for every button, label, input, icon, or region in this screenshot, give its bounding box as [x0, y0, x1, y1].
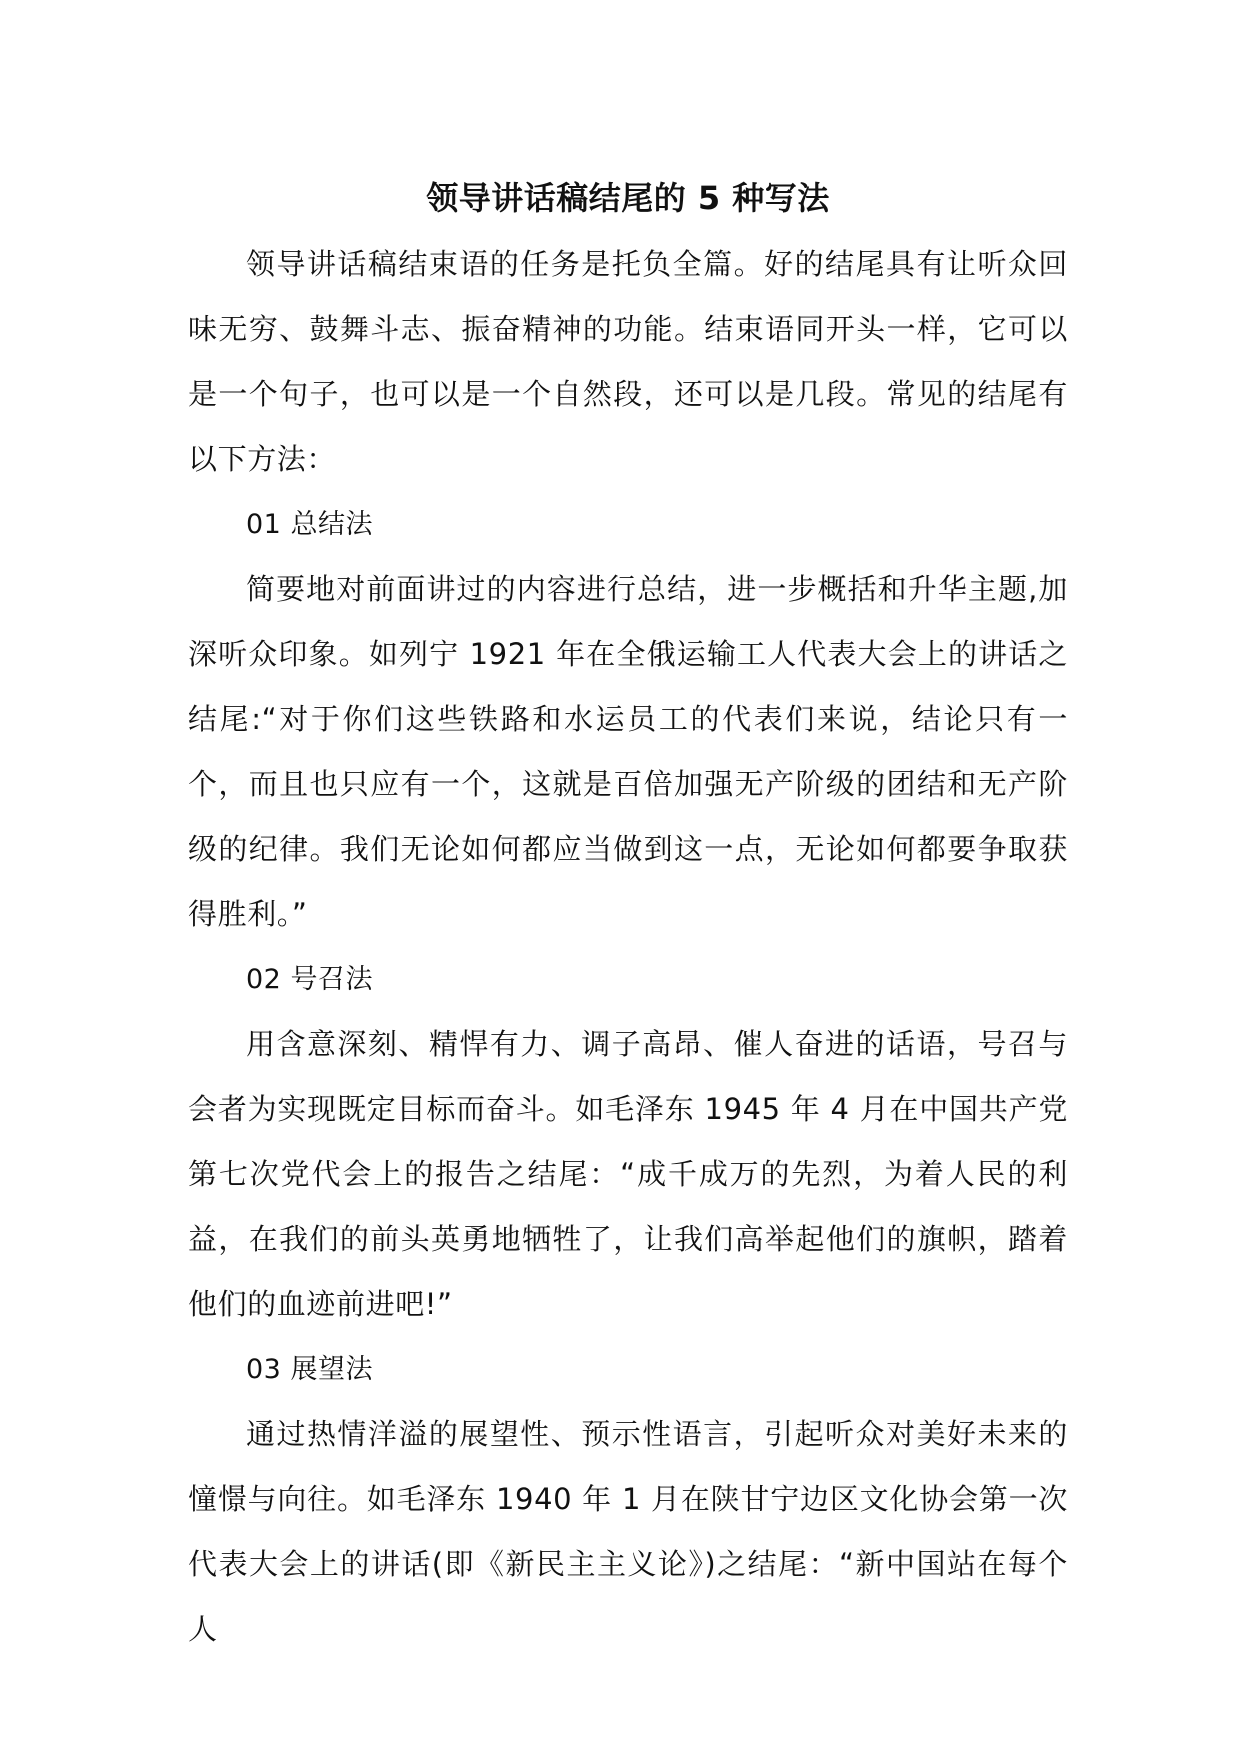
paragraph-call: 用含意深刻、精悍有力、调子高昂、催人奋进的话语，号召与会者为实现既定目标而奋斗。如毛泽东 1945 年 4 月在中国共产党第七次党代会上的报告之结尾：“成千成万的先烈，为着人民的利益，在我们的前头英勇地牺牲了，让我们高举起他们的旗帜，踏着他们的血迹前进吧!” [188, 1027, 1068, 1321]
section-heading-call: 02 号召法 [246, 964, 373, 995]
paragraph-intro: 领导讲话稿结束语的任务是托负全篇。好的结尾具有让听众回味无穷、鼓舞斗志、振奋精神的功能。结束语同开头一样，它可以是一个句子，也可以是一个自然段，还可以是几段。常见的结尾有以下方法： [188, 247, 1068, 476]
document-title: 领导讲话稿结尾的 5 种写法 [426, 179, 830, 217]
paragraph-summary: 简要地对前面讲过的内容进行总结，进一步概括和升华主题,加深听众印象。如列宁 1921 年在全俄运输工人代表大会上的讲话之结尾:“对于你们这些铁路和水运员工的代表们来说，结论只有一个，而且也只应有一个，这就是百倍加强无产阶级的团结和无产阶级的纪律。我们无论如何都应当做到这一点，无论如何都要争取获得胜利。” [188, 572, 1068, 931]
section-heading-outlook: 03 展望法 [246, 1354, 373, 1385]
document-page [188, 170, 1068, 1662]
paragraph-outlook: 通过热情洋溢的展望性、预示性语言，引起听众对美好未来的憧憬与向往。如毛泽东 1940 年 1 月在陕甘宁边区文化协会第一次代表大会上的讲话(即《新民主主义论》)之结尾：“新中国站在每个人 [188, 1417, 1068, 1646]
section-heading-summary: 01 总结法 [246, 509, 373, 540]
